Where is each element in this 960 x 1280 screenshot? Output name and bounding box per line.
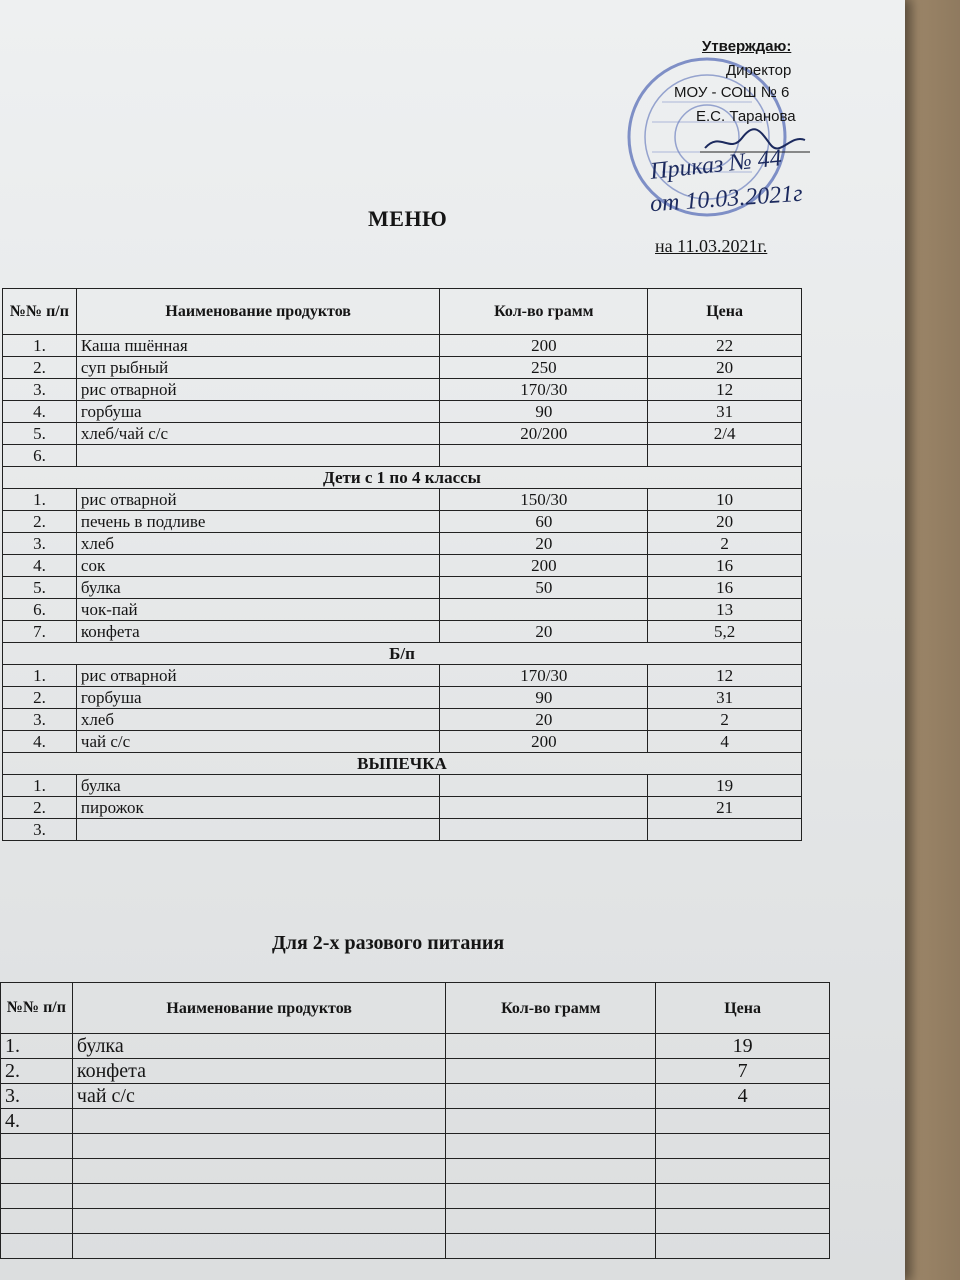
cell-grams [446,1109,656,1134]
col-header-price: Цена [656,983,830,1034]
cell-product [76,819,440,841]
cell-product: конфета [76,621,440,643]
cell-number: 5. [3,577,77,599]
cell-grams [446,1209,656,1234]
cell-number [1,1234,73,1259]
cell-price: 2 [648,533,802,555]
cell-number: 6. [3,445,77,467]
col-header-product: Наименование продуктов [72,983,446,1034]
table-row [3,709,802,731]
cell-product: булка [72,1034,446,1059]
cell-price [656,1159,830,1184]
cell-grams: 20 [440,709,648,731]
cell-product: рис отварной [76,379,440,401]
cell-number: 7. [3,621,77,643]
cell-grams: 200 [440,555,648,577]
table-row [3,731,802,753]
approval-school: МОУ - СОШ № 6 [674,84,790,101]
table-row [3,577,802,599]
table-row [3,665,802,687]
col-header-grams: Кол-во грамм [446,983,656,1034]
table-row [3,423,802,445]
cell-product: горбуша [76,687,440,709]
cell-product [72,1109,446,1134]
table-row [1,1109,830,1134]
cell-number: 3. [3,819,77,841]
cell-number: 4. [3,555,77,577]
cell-grams: 20 [440,533,648,555]
approval-director-name: Е.С. Таранова [696,108,796,125]
cell-price: 31 [648,401,802,423]
cell-grams [446,1184,656,1209]
col-header-number: №№ п/п [1,983,73,1034]
table-row [3,687,802,709]
cell-number: 2. [3,797,77,819]
cell-product: булка [76,775,440,797]
table-row [1,1034,830,1059]
cell-price: 19 [648,775,802,797]
cell-number [1,1134,73,1159]
cell-grams [440,775,648,797]
cell-price [648,819,802,841]
cell-grams [440,797,648,819]
cell-number: 3. [3,533,77,555]
cell-product [72,1134,446,1159]
cell-product: пирожок [76,797,440,819]
cell-grams [440,819,648,841]
cell-price [656,1209,830,1234]
cell-number: 1. [3,335,77,357]
table-row [3,533,802,555]
page-title: МЕНЮ [368,206,448,231]
cell-price [656,1109,830,1134]
cell-grams [440,599,648,621]
section-title-two-meals: Для 2-х разового питания [272,932,505,954]
cell-grams [446,1084,656,1109]
cell-price: 22 [648,335,802,357]
col-header-price: Цена [648,289,802,335]
col-header-grams: Кол-во грамм [440,289,648,335]
order-number: Приказ № 44 [648,145,783,185]
table-row [3,357,802,379]
cell-price: 7 [656,1059,830,1084]
section-heading: Б/п [3,643,802,665]
cell-grams: 170/30 [440,379,648,401]
table-row [1,1134,830,1159]
table-row [3,379,802,401]
table-row [1,1159,830,1184]
cell-number: 5. [3,423,77,445]
cell-grams: 20/200 [440,423,648,445]
cell-grams: 60 [440,511,648,533]
cell-price: 2/4 [648,423,802,445]
table-row [3,599,802,621]
cell-price [656,1134,830,1159]
table-row [3,819,802,841]
cell-number: 2. [3,511,77,533]
menu-date: на 11.03.2021г. [655,236,768,256]
cell-price: 12 [648,379,802,401]
section-row [3,753,802,775]
table-row [1,1084,830,1109]
cell-number [1,1209,73,1234]
cell-price: 10 [648,489,802,511]
cell-number: 1. [3,775,77,797]
cell-product [72,1209,446,1234]
cell-grams: 150/30 [440,489,648,511]
cell-price: 4 [656,1084,830,1109]
cell-price: 2 [648,709,802,731]
cell-number: 1. [3,489,77,511]
cell-number [1,1159,73,1184]
cell-price: 31 [648,687,802,709]
cell-price: 20 [648,511,802,533]
cell-number: 2. [3,687,77,709]
cell-product: печень в подливе [76,511,440,533]
cell-price: 21 [648,797,802,819]
cell-product: чок-пай [76,599,440,621]
section-heading: Дети с 1 по 4 классы [3,467,802,489]
table-row [3,401,802,423]
table-row [3,489,802,511]
cell-product [72,1159,446,1184]
menu-table-main [2,288,802,841]
cell-product: рис отварной [76,489,440,511]
table-row [3,555,802,577]
table-row [3,511,802,533]
cell-grams [446,1034,656,1059]
cell-product: конфета [72,1059,446,1084]
cell-number: 4. [3,401,77,423]
cell-grams: 20 [440,621,648,643]
cell-grams: 90 [440,687,648,709]
cell-number: 2. [3,357,77,379]
cell-price [648,445,802,467]
table-row [3,797,802,819]
cell-grams [446,1134,656,1159]
cell-number: 2. [1,1059,73,1084]
cell-product: хлеб/чай с/с [76,423,440,445]
cell-product: чай с/с [72,1084,446,1109]
approval-position: Директор [726,62,792,79]
section-row [3,643,802,665]
table-row [1,1234,830,1259]
cell-grams: 90 [440,401,648,423]
cell-product: хлеб [76,709,440,731]
cell-grams [440,445,648,467]
cell-product: суп рыбный [76,357,440,379]
col-header-number: №№ п/п [3,289,77,335]
cell-number: 4. [3,731,77,753]
cell-price: 16 [648,577,802,599]
cell-grams: 200 [440,335,648,357]
cell-number [1,1184,73,1209]
cell-grams [446,1159,656,1184]
cell-grams: 200 [440,731,648,753]
cell-product [72,1184,446,1209]
cell-number: 6. [3,599,77,621]
table-row [1,1059,830,1084]
cell-price: 13 [648,599,802,621]
cell-grams [446,1234,656,1259]
order-date: от 10.03.2021г [649,180,804,218]
table-row [3,621,802,643]
cell-price: 16 [648,555,802,577]
cell-product: булка [76,577,440,599]
cell-product: Каша пшённая [76,335,440,357]
section-heading: ВЫПЕЧКА [3,753,802,775]
cell-price: 19 [656,1034,830,1059]
cell-number: 1. [3,665,77,687]
cell-price: 20 [648,357,802,379]
cell-product: хлеб [76,533,440,555]
cell-product: чай с/с [76,731,440,753]
cell-number: 3. [1,1084,73,1109]
cell-number: 1. [1,1034,73,1059]
table-row [3,445,802,467]
cell-price [656,1184,830,1209]
col-header-product: Наименование продуктов [76,289,440,335]
table-row [3,775,802,797]
cell-product [72,1234,446,1259]
cell-grams: 250 [440,357,648,379]
cell-product [76,445,440,467]
table-row [3,335,802,357]
cell-product: горбуша [76,401,440,423]
cell-price: 4 [648,731,802,753]
table-row [1,1209,830,1234]
cell-grams: 50 [440,577,648,599]
table-row [1,1184,830,1209]
cell-number: 3. [3,709,77,731]
section-row [3,467,802,489]
cell-number: 3. [3,379,77,401]
approval-heading: Утверждаю: [702,38,792,55]
cell-grams [446,1059,656,1084]
cell-product: рис отварной [76,665,440,687]
cell-number: 4. [1,1109,73,1134]
cell-product: сок [76,555,440,577]
cell-grams: 170/30 [440,665,648,687]
cell-price: 5,2 [648,621,802,643]
cell-price: 12 [648,665,802,687]
menu-table-two-meals [0,982,830,1259]
cell-price [656,1234,830,1259]
